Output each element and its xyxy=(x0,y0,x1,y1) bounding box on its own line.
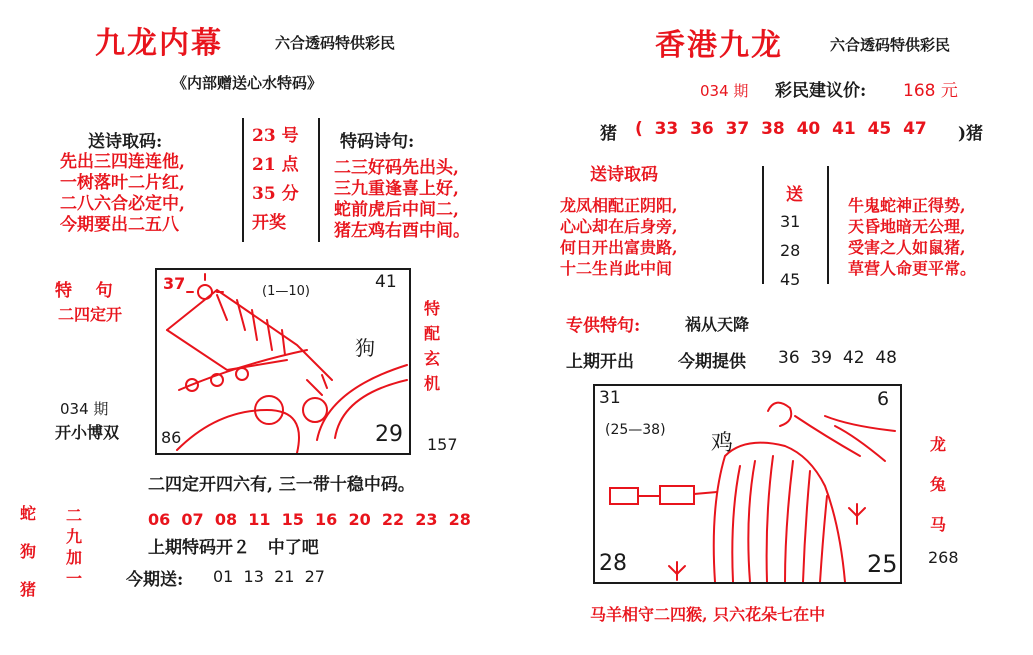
left-poem-line: 先出三四连连他, xyxy=(60,152,185,172)
right-pig-numbers: ( 33 36 37 38 40 41 45 47 xyxy=(635,119,927,139)
right-pic-top-right: 6 xyxy=(877,388,890,410)
right-pic-top-left: 31 xyxy=(599,388,621,408)
zodiac-char: 蛇 xyxy=(20,504,37,523)
left-pic-range: (1—10) xyxy=(262,284,310,299)
left-title: 九龙内幕 xyxy=(95,26,223,61)
right-poem2-line: 牛鬼蛇神正得势, xyxy=(848,196,966,215)
draw-time-line: 21 点 xyxy=(252,155,299,175)
right-last-label: 上期开出 xyxy=(566,352,634,372)
right-special-label: 专供特句: xyxy=(566,316,641,336)
side-char: 特 xyxy=(424,299,441,318)
side-char: 龙 xyxy=(930,435,947,454)
right-box-numbers xyxy=(780,207,800,294)
right-issue: 034 期 xyxy=(700,82,749,100)
left-special-text: 二四定开 xyxy=(58,305,123,324)
left-tema-heading: 特码诗句: xyxy=(340,132,415,152)
right-poem xyxy=(560,195,678,279)
right-poem-heading: 送诗取码 xyxy=(590,165,658,185)
left-pic-top-right: 41 xyxy=(375,272,397,292)
right-side-number: 268 xyxy=(928,548,959,567)
side-char: 玄 xyxy=(424,349,441,368)
right-poem-line: 十二生肖此中间 xyxy=(560,259,673,278)
draw-time-line: 开奖 xyxy=(252,213,286,233)
zodiac-char: 猪 xyxy=(20,580,37,599)
tema-poem-line: 二三好码先出头, xyxy=(334,158,459,178)
tema-poem-line: 猪左鸡右酉中间。 xyxy=(334,221,470,241)
right-poem-line: 心心却在后身旁, xyxy=(560,217,678,236)
right-provide-numbers: 36 39 42 48 xyxy=(778,348,897,368)
side-char: 兔 xyxy=(930,475,947,494)
erjiu-char: 加 xyxy=(66,548,83,567)
right-sketch xyxy=(595,386,900,582)
tema-poem-line: 三九重逢喜上好, xyxy=(334,179,459,199)
left-zodiac-vertical xyxy=(20,495,36,609)
right-poem2-line: 天昏地暗无公理, xyxy=(848,217,966,236)
erjiu-char: 二 xyxy=(66,506,83,525)
left-box-divider xyxy=(318,118,320,242)
right-subtitle: 六合透码特供彩民 xyxy=(830,36,951,54)
box-number: 28 xyxy=(780,241,801,260)
right-price-value: 168 元 xyxy=(903,81,958,101)
left-picture-frame xyxy=(155,268,411,455)
right-box-head: 送 xyxy=(786,185,803,205)
right-box-divider xyxy=(827,166,829,284)
side-char: 马 xyxy=(930,515,947,534)
right-special-text: 祸从天降 xyxy=(685,315,750,334)
right-pic-animal: 鸡 xyxy=(711,431,734,456)
left-subtitle: 六合透码特供彩民 xyxy=(275,34,396,52)
left-side-vertical xyxy=(424,296,440,396)
left-erjiu-vertical xyxy=(66,505,82,589)
left-this-issue-label: 今期送: xyxy=(126,570,184,590)
right-poem2-line: 受害之人如鼠猪, xyxy=(848,238,966,257)
left-number-list: 06 07 08 11 15 16 20 22 23 28 xyxy=(148,510,471,529)
right-provide-label: 今期提供 xyxy=(678,352,746,372)
right-picture-frame xyxy=(593,384,902,584)
left-last-issue: 上期特码开２ 中了吧 xyxy=(148,538,319,558)
right-poem-line: 何日开出富贵路, xyxy=(560,238,678,257)
right-caption: 马羊相守二四猴, 只六花朵七在中 xyxy=(590,605,826,624)
erjiu-char: 九 xyxy=(66,527,83,546)
left-poem-heading: 送诗取码: xyxy=(88,132,163,152)
draw-time-line: 35 分 xyxy=(252,184,299,204)
tema-poem-line: 蛇前虎后中间二, xyxy=(334,200,459,220)
left-pic-animal: 狗 xyxy=(355,336,375,360)
right-title: 香港九龙 xyxy=(655,28,783,63)
zodiac-char: 狗 xyxy=(20,542,37,561)
left-side-number: 157 xyxy=(427,435,458,454)
left-tema-poem xyxy=(334,158,470,242)
left-pic-top-left: 37 xyxy=(163,274,186,293)
left-gift-line: 《内部赠送心水特码》 xyxy=(172,74,323,92)
right-pic-range: (25—38) xyxy=(605,422,666,438)
right-poem2 xyxy=(848,195,976,279)
box-number: 31 xyxy=(780,212,801,231)
box-number: 45 xyxy=(780,270,801,289)
left-issue: 034 期 xyxy=(60,400,109,418)
left-draw-time-box xyxy=(252,122,299,238)
left-pic-bottom-left: 86 xyxy=(161,428,182,447)
left-poem-line: 今期要出二五八 xyxy=(60,215,179,235)
right-pig-right: )猪 xyxy=(958,124,984,144)
right-box-divider xyxy=(762,166,764,284)
side-char: 机 xyxy=(424,374,441,393)
right-poem-line: 龙凤相配正阴阳, xyxy=(560,196,678,215)
left-pic-bottom-right: 29 xyxy=(375,422,403,447)
left-poem-line: 一树落叶二片红, xyxy=(60,173,185,193)
side-char: 配 xyxy=(424,324,441,343)
erjiu-char: 一 xyxy=(66,569,83,588)
right-price-label: 彩民建议价: xyxy=(775,81,867,101)
left-kai-text: 开小博双 xyxy=(55,423,120,442)
right-side-vertical xyxy=(930,425,946,545)
left-caption: 二四定开四六有, 三一带十稳中码。 xyxy=(148,475,415,495)
left-special-heading: 特 句 xyxy=(55,281,113,301)
right-poem2-line: 草营人命更平常。 xyxy=(848,259,977,278)
right-pic-bottom-right: 25 xyxy=(867,550,898,578)
draw-time-line: 23 号 xyxy=(252,126,299,146)
left-poem xyxy=(60,152,185,236)
right-pig-left: 猪 xyxy=(600,124,617,144)
right-pic-bottom-left: 28 xyxy=(599,551,627,576)
left-poem-line: 二八六合必定中, xyxy=(60,194,185,214)
left-this-issue-numbers: 01 13 21 27 xyxy=(213,567,325,586)
left-box-divider xyxy=(242,118,244,242)
